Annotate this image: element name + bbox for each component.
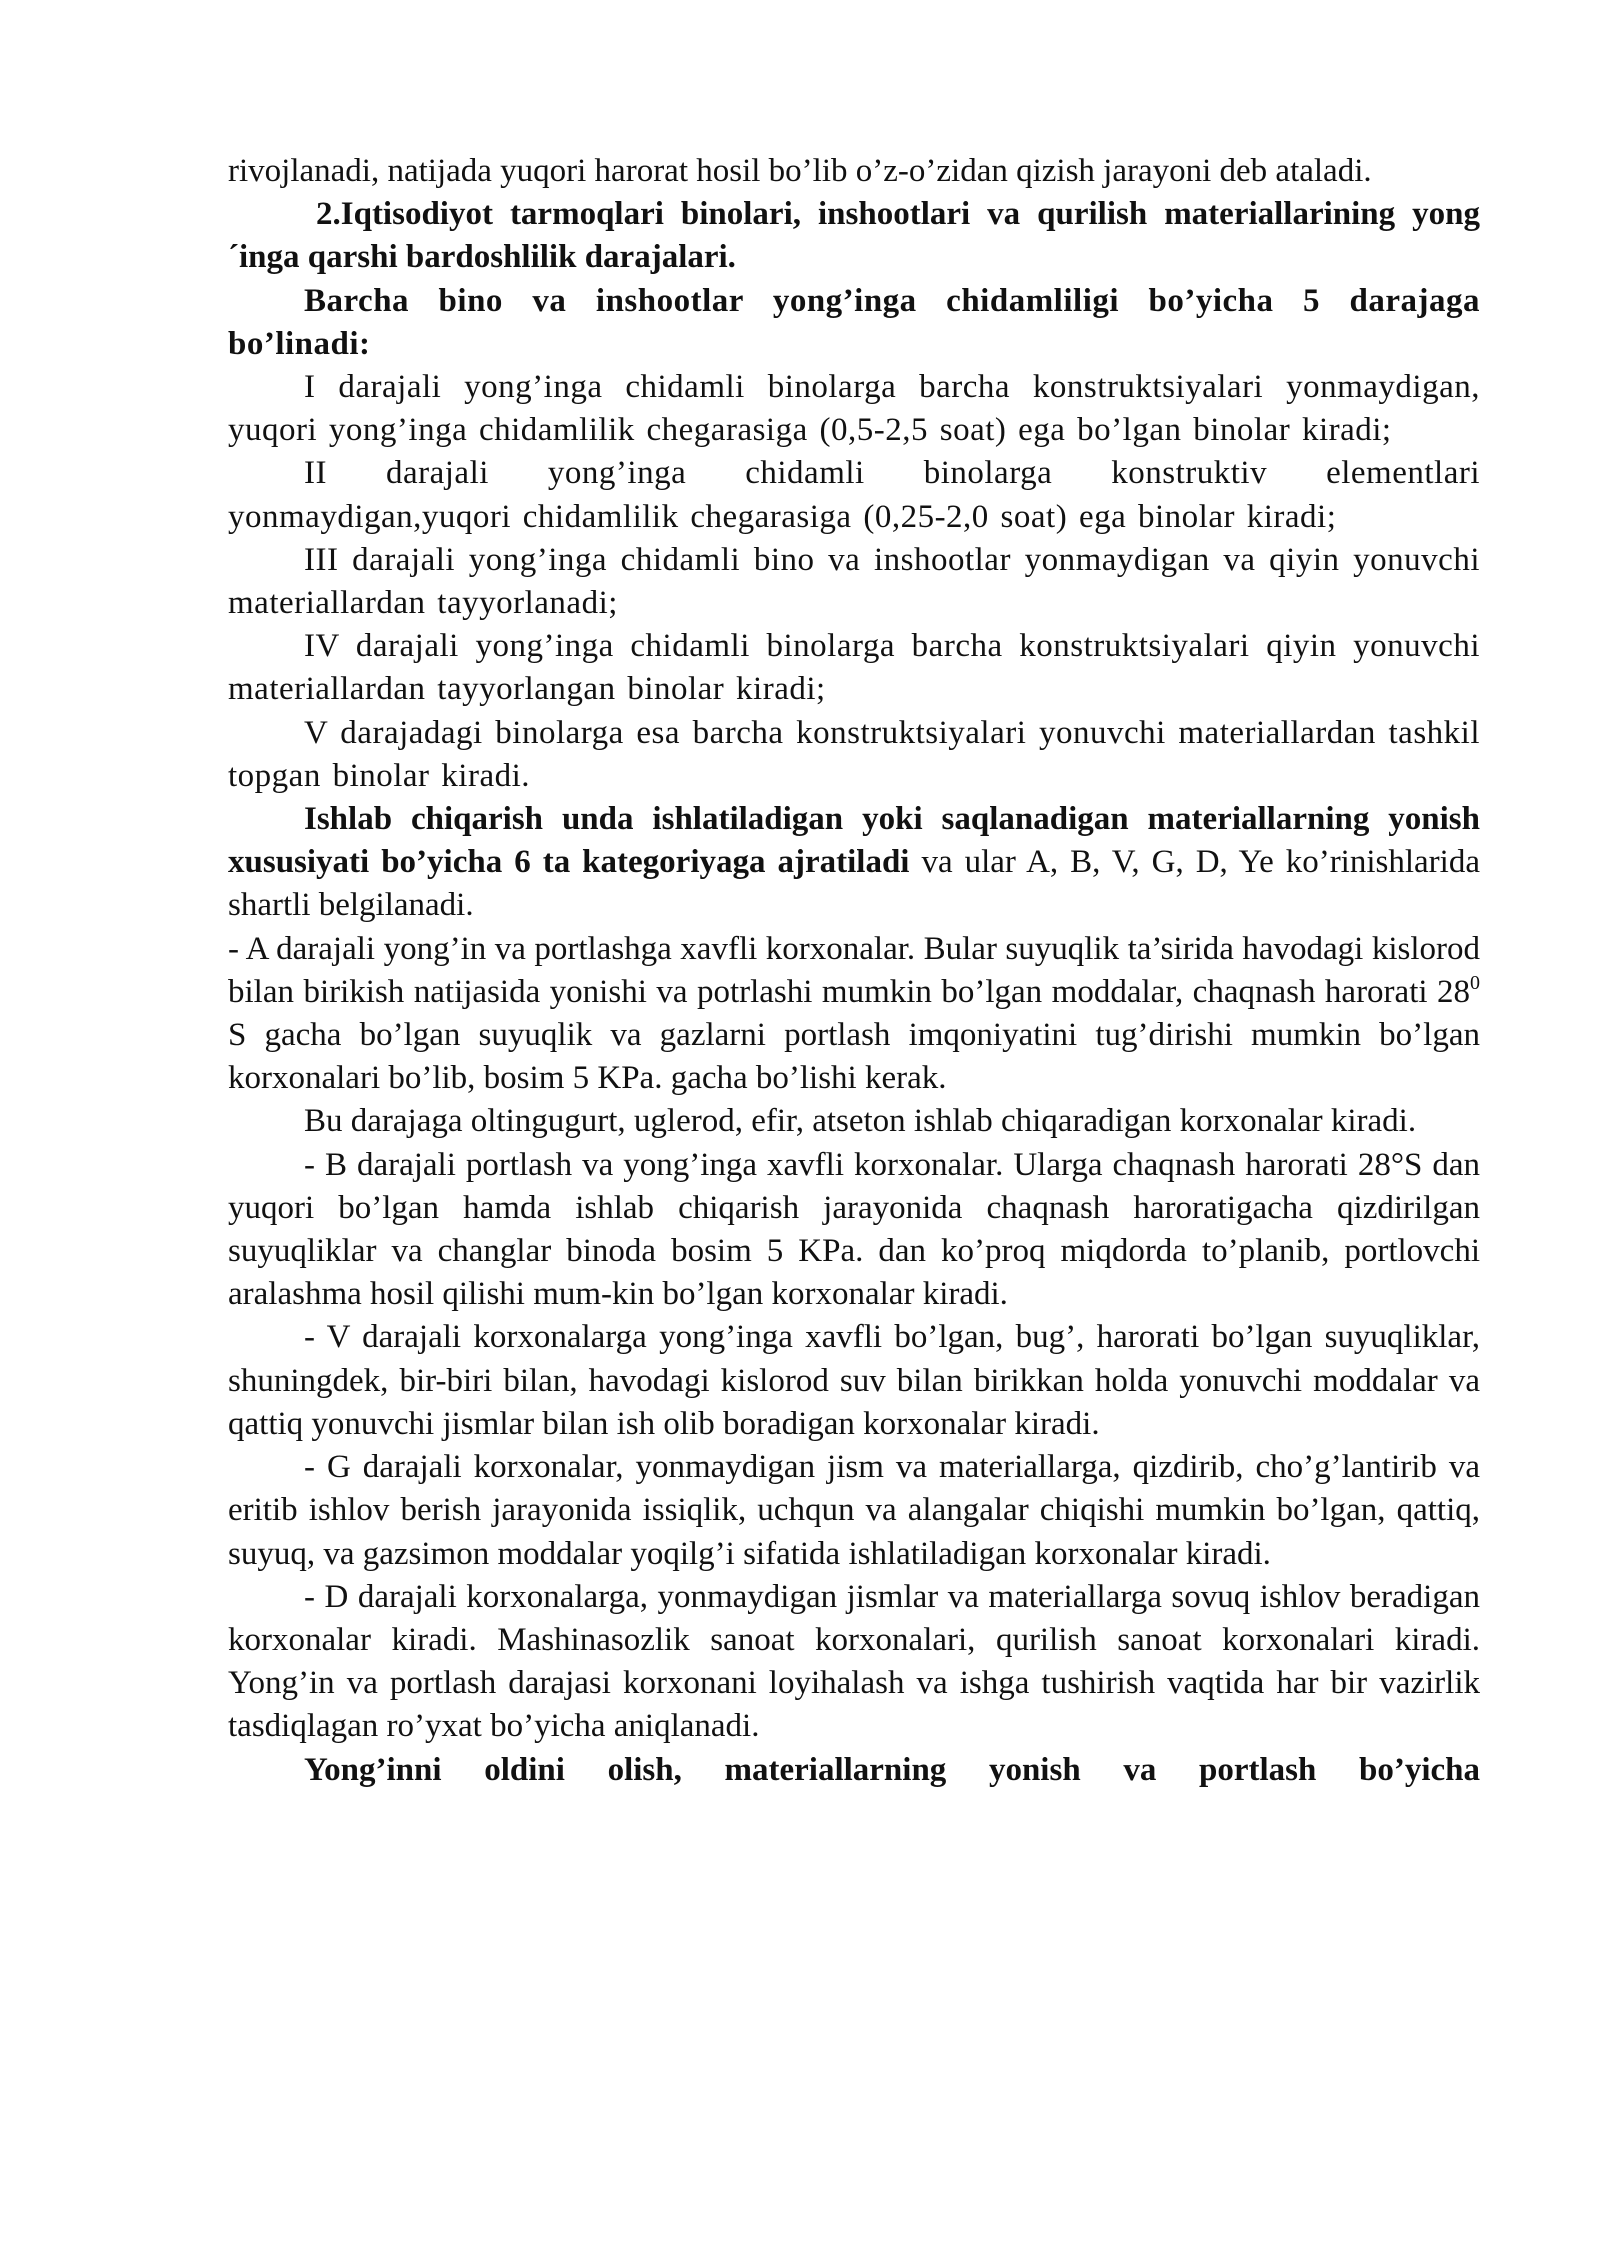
fire-resistance-degree-2: II darajali yong’inga chidamli binolarga konstruktiv elementlari yonmaydigan,yuqori chidamlilik chegarasiga (0,25-2,0 soat) ega binolar kiradi; <box>228 455 1480 535</box>
fire-resistance-classes-heading: Barcha bino va inshootlar yong’inga chidamliligi bo’yicha 5 darajaga bo’linadi: <box>228 282 1480 362</box>
production-categories-bold: Ishlab chiqarish unda ishlatiladigan yoki saqlanadigan materiallarning yonish xususiyati bo’yicha 6 ta kategoriyaga ajratiladi <box>228 801 1480 881</box>
category-a-text-2: S gacha bo’lgan suyuqlik va gazlarni portlash imqoniyatini tug’dirishi mumkin bo’lgan korxonalari bo’lib, bosim 5 KPa. gacha bo’lishi kerak. <box>228 1017 1480 1097</box>
fire-resistance-degree-3: III darajali yong’inga chidamli bino va inshootlar yonmaydigan va qiyin yonuvchi materiallardan tayyorlanadi; <box>228 541 1480 622</box>
fire-resistance-degree-4: IV darajali yong’inga chidamli binolarga barcha konstruktsiyalari qiyin yonuvchi materiallardan tayyorlangan binolar kiradi; <box>228 628 1480 708</box>
section-heading-2: 2.Iqtisodiyot tarmoqlari binolari, inshootlari va qurilish materiallarining yong´inga qarshi bardoshlilik darajalari. <box>228 196 1480 276</box>
fire-prevention-heading: Yong’inni oldini olish, materiallarning yonish va portlash bo’yicha <box>304 1751 1480 1788</box>
category-v-paragraph: - V darajali korxonalarga yong’inga xavfli bo’lgan, bug’, harorati bo’lgan suyuqliklar, shuningdek, bir-biri bilan, havodagi kislorod suv bilan birikkan holda yonuvchi moddalar va qattiq yonuvchi jismlar bilan ish olib boradigan korxonalar kiradi. <box>228 1319 1480 1442</box>
category-g-paragraph: - G darajali korxonalar, yonmaydigan jism va materiallarga, qizdirib, cho’g’lantirib va eritib ishlov berish jarayonida issiqlik, uchqun va alangalar chiqishi mumkin bo’lgan, qattiq, suyuq, va gazsimon moddalar yoqilg’i sifatida ishlatiladigan korxonalar kiradi. <box>228 1449 1480 1572</box>
degree-superscript: 0 <box>1470 971 1480 994</box>
paragraph-intro: rivojlanadi, natijada yuqori harorat hosil bo’lib o’z-o’zidan qizish jarayoni deb ataladi. <box>228 153 1372 189</box>
category-b-paragraph: - B darajali portlash va yong’inga xavfli korxonalar. Ularga chaqnash harorati 28°S dan yuqori bo’lgan hamda ishlab chiqarish jarayonida chaqnash haroratigacha qizdirilgan suyuqliklar va changlar binoda bosim 5 KPa. dan ko’proq miqdorda to’planib, portlovchi aralashma hosil qilishi mum-kin bo’lgan korxonalar kiradi. <box>228 1146 1480 1313</box>
category-a-text-1: - A darajali yong’in va portlashga xavfli korxonalar. Bular suyuqlik ta’sirida havodagi kislorod bilan birikish natijasida yonishi va potrlashi mumkin bo’lgan moddalar, chaqnash harorati 28 <box>228 930 1480 1010</box>
production-categories-rest: va ular A, B, V, G, D, Ye ko’rinishlarida shartli belgilanadi. <box>228 844 1480 924</box>
category-a-examples: Bu darajaga oltingugurt, uglerod, efir, atseton ishlab chiqaradigan korxonalar kiradi. <box>304 1103 1417 1140</box>
fire-resistance-degree-1: I darajali yong’inga chidamli binolarga barcha konstruktsiyalari yonmaydigan, yuqori yong’inga chidamlilik chegarasiga (0,5-2,5 soat) ega bo’lgan binolar kiradi; <box>228 369 1480 449</box>
production-categories-paragraph <box>228 798 1480 928</box>
document-page <box>228 150 1480 1792</box>
category-a-paragraph <box>228 928 1480 1101</box>
category-d-paragraph: - D darajali korxonalarga, yonmaydigan jismlar va materiallarga sovuq ishlov beradigan korxonalar kiradi. Mashinasozlik sanoat korxonalari, qurilish sanoat korxonalari kiradi. Yong’in va portlash darajasi korxonani loyihalash va ishga tushirish vaqtida har bir vazirlik tasdiqlagan ro’yxat bo’yicha aniqlanadi. <box>228 1578 1480 1745</box>
fire-resistance-degree-5: V darajadagi binolarga esa barcha konstruktsiyalari yonuvchi materiallardan tashkil topgan binolar kiradi. <box>228 714 1480 794</box>
